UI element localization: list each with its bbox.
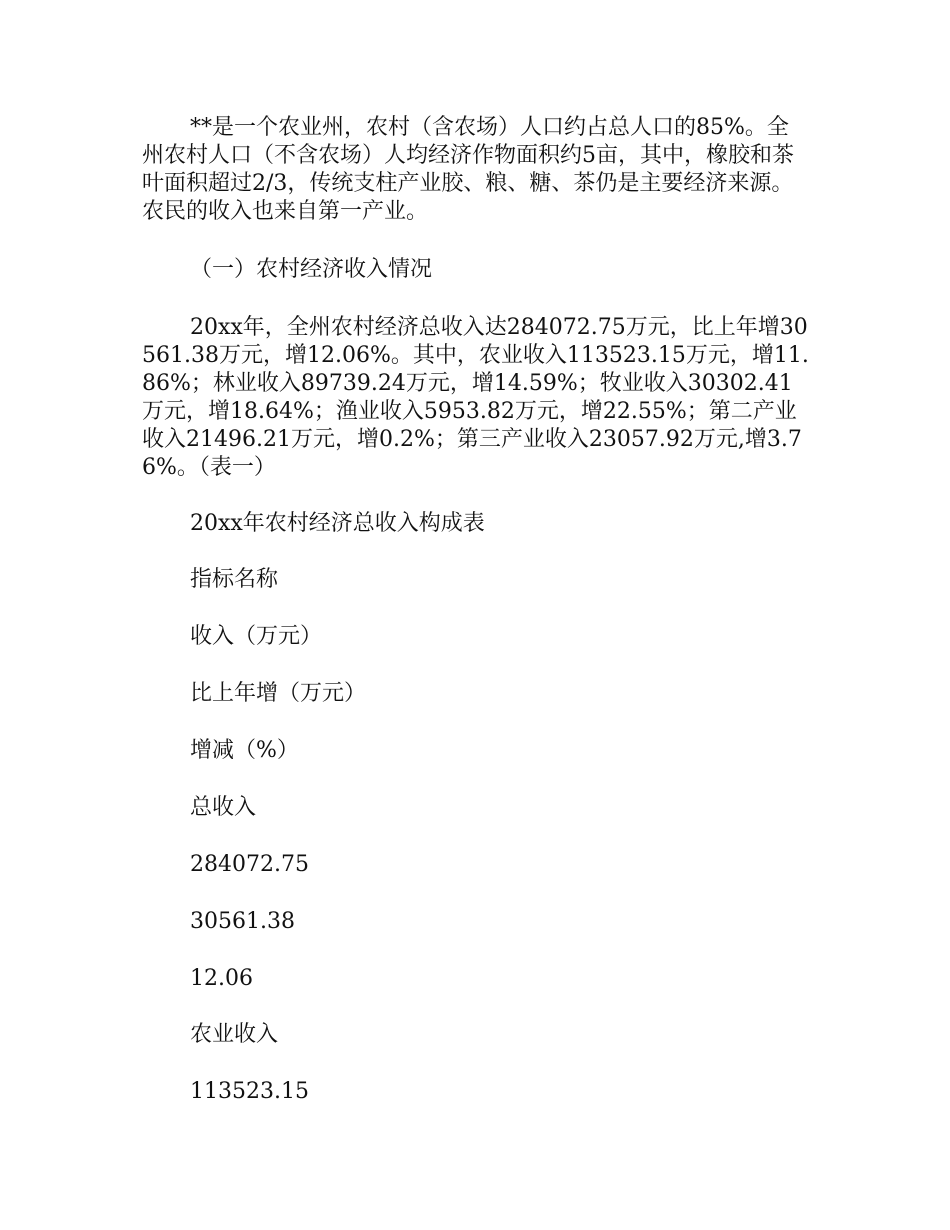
table-cell-total-label: 总收入	[190, 795, 257, 820]
income-paragraph: 20xx年，全州农村经济总收入达284072.75万元，比上年增30561.38万元，增12.06%。其中，农业收入113523.15万元，增11.86%；林业收入89739.24万元，增14.59%；牧业收入30302.41万元，增18.64%；渔业收入5953.82万元，增22.55%；第二产业收入21496.21万元，增0.2%；第三产业收入23057.92万元,增3.76%。（表一）	[142, 315, 809, 480]
table-cell-total-percent: 12.06	[190, 966, 253, 991]
table-cell-agri-label: 农业收入	[190, 1022, 279, 1047]
table-header-increase: 比上年增（万元）	[190, 681, 367, 706]
table-cell-total-increase: 30561.38	[190, 909, 295, 934]
intro-paragraph: **是一个农业州，农村（含农场）人口约占总人口的85%。全州农村人口（不含农场）人均经济作物面积约5亩，其中，橡胶和茶叶面积超过2/3，传统支柱产业胶、粮、糖、茶仍是主要经济来源。农民的收入也来自第一产业。	[142, 115, 794, 224]
table-header-indicator: 指标名称	[190, 567, 279, 592]
table-cell-agri-income: 113523.15	[190, 1079, 309, 1104]
table-title: 20xx年农村经济总收入构成表	[190, 511, 485, 536]
table-header-income: 收入（万元）	[190, 624, 323, 649]
section-heading: （一）农村经济收入情况	[190, 257, 433, 282]
table-header-change-percent: 增减（%）	[190, 738, 299, 763]
table-cell-total-income: 284072.75	[190, 852, 309, 877]
